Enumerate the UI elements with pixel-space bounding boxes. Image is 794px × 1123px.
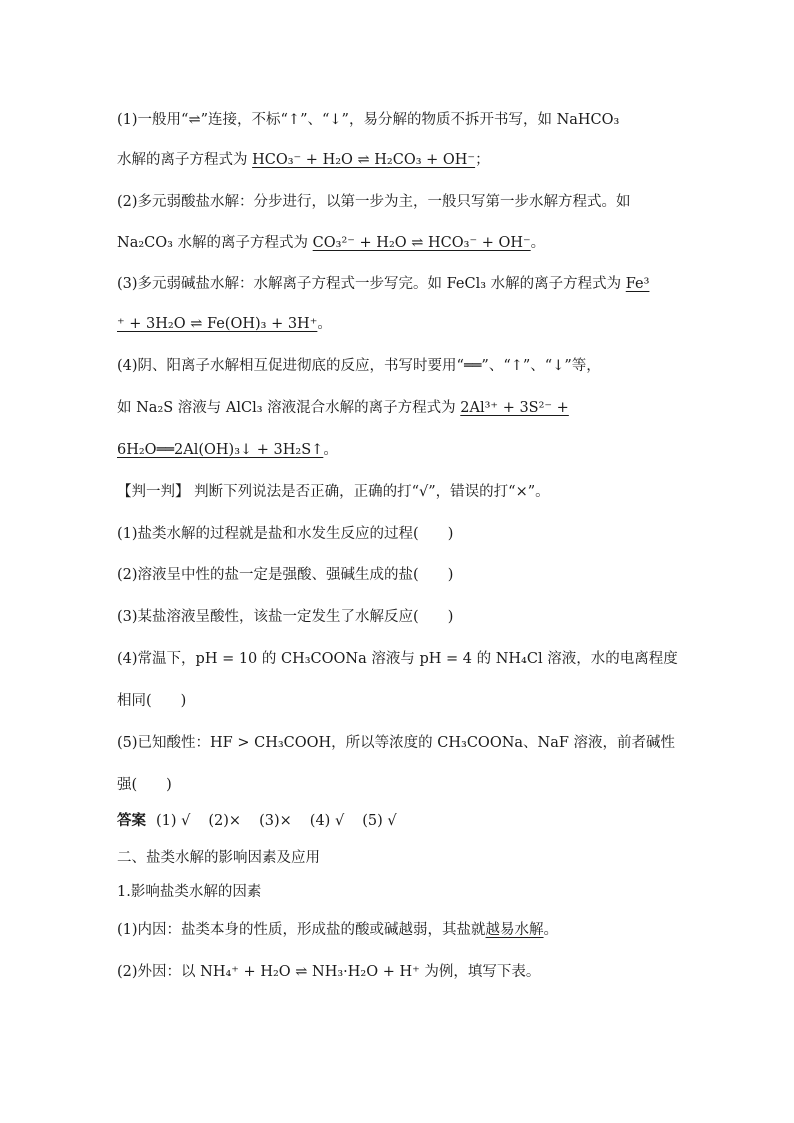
judge-item: (1)盐类水解的过程就是盐和水发生反应的过程( ) (117, 526, 454, 542)
answer-item: (2)× (208, 813, 242, 829)
equation: ⁺ + 3H₂O ⇌ Fe(OH)₃ + 3H⁺ (117, 316, 318, 332)
text-line: 水解的离子方程式为 HCO₃⁻ + H₂O ⇌ H₂CO₃ + OH⁻； (117, 152, 490, 168)
answer-line (117, 811, 397, 831)
judge-heading: 【判一判】 判断下列说法是否正确，正确的打“√”，错误的打“×”。 (117, 484, 550, 500)
judge-item: (4)常温下，pH = 10 的 CH₃COONa 溶液与 pH = 4 的 NH₄Cl 溶液，水的电离程度 (117, 651, 678, 667)
judge-item: (3)某盐溶液呈酸性，该盐一定发生了水解反应( ) (117, 609, 454, 625)
answer-label: 答案 (117, 812, 146, 829)
equation: 2Al³⁺ + 3S²⁻ + (460, 400, 569, 416)
text-line: (2)外因：以 NH₄⁺ + H₂O ⇌ NH₃·H₂O + H⁺ 为例，填写下表。 (117, 964, 541, 980)
judge-item: 相同( ) (117, 693, 187, 709)
answer-item: (5) √ (362, 813, 397, 829)
text-line: (2)多元弱酸盐水解：分步进行，以第一步为主，一般只写第一步水解方程式。如 (117, 194, 631, 210)
text-line: (3)多元弱碱盐水解：水解离子方程式一步写完。如 FeCl₃ 水解的离子方程式为 Fe³ (117, 276, 650, 292)
equation: CO₃²⁻ + H₂O ⇌ HCO₃⁻ + OH⁻ (312, 235, 531, 251)
equation: HCO₃⁻ + H₂O ⇌ H₂CO₃ + OH⁻ (252, 152, 476, 168)
judge-item: (2)溶液呈中性的盐一定是强酸、强碱生成的盐( ) (117, 567, 454, 583)
text-line: 如 Na₂S 溶液与 AlCl₃ 溶液混合水解的离子方程式为 2Al³⁺ + 3S²⁻ + (117, 400, 569, 416)
answer-item: (1) √ (156, 813, 191, 829)
text-line: (4)阴、阳离子水解相互促进彻底的反应，书写时要用“══”、“↑”、“↓”等， (117, 358, 601, 374)
section-heading: 二、盐类水解的影响因素及应用 (117, 850, 320, 866)
answer-item: (3)× (259, 813, 292, 829)
judge-item: (5)已知酸性：HF > CH₃COOH，所以等浓度的 CH₃COONa、NaF 溶液，前者碱性 (117, 735, 676, 751)
fill-answer: 越易水解 (485, 922, 544, 938)
equation: Fe³ (625, 276, 650, 292)
text-line: (1)一般用“⇌”连接，不标“↑”、“↓”，易分解的物质不拆开书写，如 NaHCO₃ (117, 112, 620, 128)
answer-item: (4) √ (309, 813, 345, 829)
subsection-heading: 1.影响盐类水解的因素 (117, 884, 262, 900)
text-line: (1)内因：盐类本身的性质，形成盐的酸或碱越弱，其盐就越易水解。 (117, 922, 559, 938)
judge-item: 强( ) (117, 777, 172, 793)
text-line: Na₂CO₃ 水解的离子方程式为 CO₃²⁻ + H₂O ⇌ HCO₃⁻ + OH⁻。 (117, 235, 546, 251)
text-line: ⁺ + 3H₂O ⇌ Fe(OH)₃ + 3H⁺。 (117, 316, 332, 332)
equation: 6H₂O══2Al(OH)₃↓ + 3H₂S↑ (117, 442, 324, 458)
text-line: 6H₂O══2Al(OH)₃↓ + 3H₂S↑。 (117, 442, 338, 458)
